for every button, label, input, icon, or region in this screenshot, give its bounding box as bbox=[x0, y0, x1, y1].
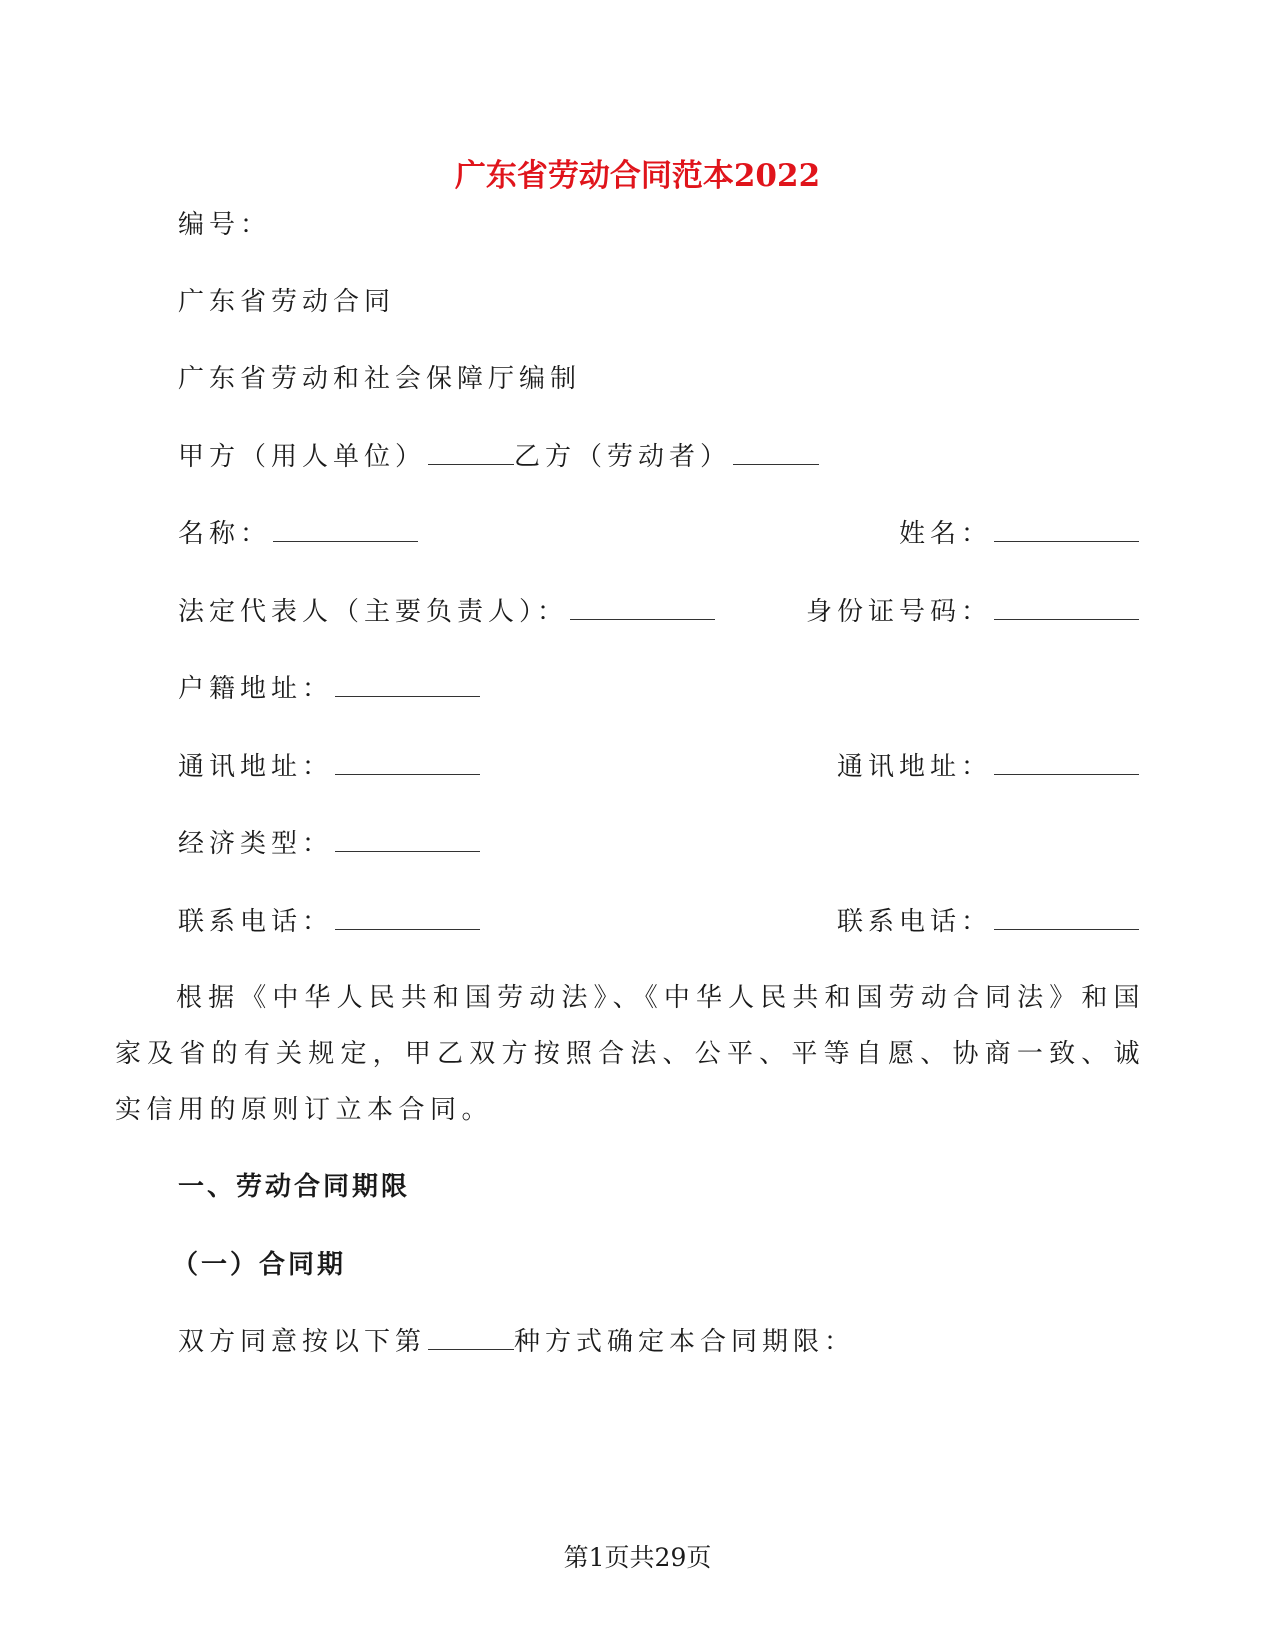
contract-name: 广东省劳动合同 bbox=[178, 287, 396, 317]
employee-phone-field bbox=[837, 905, 1139, 939]
household-address-field bbox=[178, 672, 480, 706]
subsection-1-heading: （一）合同期 bbox=[172, 1250, 347, 1280]
employee-name-blank[interactable] bbox=[994, 517, 1139, 542]
id-number-label: 身份证号码： bbox=[805, 597, 992, 627]
legal-rep-blank[interactable] bbox=[570, 595, 715, 620]
term-line-before: 双方同意按以下第 bbox=[178, 1327, 427, 1357]
employer-phone-label: 联系电话： bbox=[178, 907, 334, 937]
party-a-label: 甲方（用人单位） bbox=[178, 442, 427, 472]
term-option-blank[interactable] bbox=[428, 1325, 514, 1350]
term-line-after: 种方式确定本合同期限： bbox=[514, 1327, 856, 1357]
party-b-label: 乙方（劳动者） bbox=[514, 442, 732, 472]
employer-mail-address-field bbox=[178, 750, 480, 784]
economic-type-label: 经济类型： bbox=[178, 829, 334, 859]
term-line bbox=[178, 1325, 855, 1359]
section-1-heading: 一、劳动合同期限 bbox=[178, 1172, 411, 1202]
employee-phone-blank[interactable] bbox=[994, 905, 1139, 930]
employee-mail-address-label: 通讯地址： bbox=[836, 752, 992, 782]
employee-name-label: 姓名： bbox=[898, 519, 992, 549]
legal-rep-label: 法定代表人（主要负责人）： bbox=[178, 597, 569, 627]
preamble-paragraph: 根据《中华人民共和国劳动法》、《中华人民共和国劳动合同法》和国家及省的有关规定，甲乙双方按照合法、公平、平等自愿、协商一致、诚实信用的原则订立本合同。 bbox=[115, 983, 1145, 1125]
party-b-blank[interactable] bbox=[733, 440, 819, 465]
employee-phone-label: 联系电话： bbox=[836, 907, 992, 937]
parties-line bbox=[178, 440, 819, 474]
issuer-line: 广东省劳动和社会保障厅编制 bbox=[178, 364, 582, 394]
economic-type-blank[interactable] bbox=[335, 827, 480, 852]
employee-mail-address-blank[interactable] bbox=[994, 750, 1139, 775]
household-address-blank[interactable] bbox=[335, 672, 480, 697]
economic-type-field bbox=[178, 827, 480, 861]
id-number-field bbox=[806, 595, 1139, 629]
page-footer: 第1页共29页 bbox=[563, 1543, 712, 1572]
employer-mail-address-blank[interactable] bbox=[335, 750, 480, 775]
employer-mail-address-label: 通讯地址： bbox=[178, 752, 334, 782]
household-address-label: 户籍地址： bbox=[178, 674, 334, 704]
number-label: 编号： bbox=[178, 210, 272, 240]
employee-mail-address-field bbox=[837, 750, 1139, 784]
employer-name-field bbox=[178, 517, 418, 551]
employer-phone-blank[interactable] bbox=[335, 905, 480, 930]
legal-rep-field bbox=[178, 595, 715, 629]
employer-phone-field bbox=[178, 905, 480, 939]
party-a-blank[interactable] bbox=[428, 440, 514, 465]
employer-name-blank[interactable] bbox=[273, 517, 418, 542]
employer-name-label: 名称： bbox=[178, 519, 272, 549]
document-title: 广东省劳动合同范本2022 bbox=[454, 158, 821, 194]
employee-name-field bbox=[899, 517, 1139, 551]
id-number-blank[interactable] bbox=[994, 595, 1139, 620]
